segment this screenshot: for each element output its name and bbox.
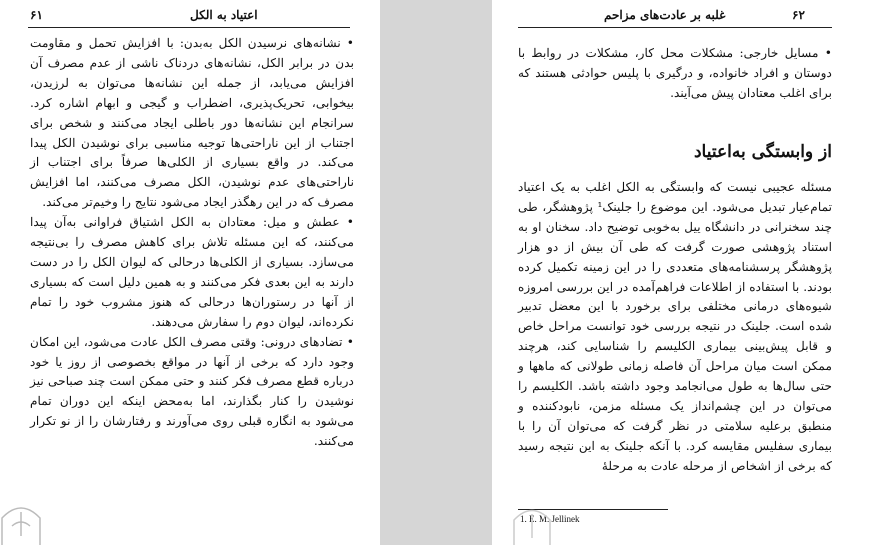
- right-running-title: غلبه بر عادت‌های مزاحم: [604, 8, 726, 22]
- paragraph: • عطش و میل: معتادان به الکل اشتیاق فراوانی به‌آن پیدا می‌کنند، که این مسئله تلاش برای کاهش مصرف را بی‌نتیجه می‌سازد. بسیاری از الکلی‌ها درحالی که لیوان الکل را در دست دارند به این بعدی فکر می‌کنند و به همین دلیل است که بسیاری از آنها در رستوران‌ها درحالی که هنوز مشروب خود را تمام نکرده‌اند، لیوان دوم را سفارش می‌دهند.: [30, 215, 354, 329]
- library-stamp-icon: [512, 500, 552, 545]
- right-body-text: مسئله عجیبی نیست که وابستگی به الکل اغلب به یک اعتیاد تمام‌عیار تبدیل می‌شود. این موضوع را جلینک¹ پژوهشگر، طی چند سخنرانی در دانشگاه ییل به‌خوبی توضیح داد. سخنان او به استناد پژوهشی صورت گرفت که طی آن بیش از دو هزار پژوهشگر پرسشنامه‌های متعددی را در این زمینه تکمیل کرده بودند. با استفاده از اطلاعات فراهم‌آمده در این بررسی امروزه شیوه‌های درمانی مختلفی برای برخورد با این معضل تدبیر شده است. جلینک در نتیجه بررسی خود توانست مراحل خاص و قابل پیش‌بینی بیماری الکلیسم را شناسایی کند، هرچند ممکن است میان مراحل آن فاصله زمانی طولانی که ماهها و حتی سال‌ها به طول می‌انجامد وجود داشته باشد. الکلیسم را می‌توان در این چشم‌انداز یک مسئله مزمن، نابودکننده و منطبق برعلیه سلامتی در نظر گرفت که می‌توان آن را با بیماری سفلیس مقایسه کرد. با آنکه جلینک به این نتیجه رسید که برخی از اشخاص از مرحله عادت به مرحلهٔ: [518, 180, 833, 473]
- left-header-rule: [28, 27, 350, 28]
- right-page-number: ۶۲: [792, 8, 805, 22]
- left-body-text: [30, 34, 354, 452]
- footnote: 1. E. M. Jellinek: [520, 514, 580, 524]
- left-page-number: ۶۱: [30, 8, 43, 22]
- right-page: [492, 0, 886, 545]
- library-stamp-icon: [0, 496, 42, 545]
- section-heading: از وابستگی به‌اعتیاد: [693, 142, 832, 162]
- left-running-title: اعتیاد به الکل: [190, 8, 258, 22]
- paragraph: • نشانه‌های نرسیدن الکل به‌بدن: با افزایش تحمل و مقاومت بدن در برابر الکل، نشانه‌های دردناک ناشی از عدم مصرف آن افزایش می‌یابد، از جمله این نشانه‌ها می‌توان به لرزیدن، بیخوابی، تحریک‌پذیری، اضطراب و گیجی و ابهام اشاره کرد. سرانجام این نشانه‌ها دور باطلی ایجاد می‌کنند و شخص برای اجتناب از این ناراحتی‌ها توجیه مناسبی برای نوشیدن الکل پیدا می‌کند. در واقع بسیاری از الکلی‌ها صرفاً برای اجتناب از ناراحتی‌های عدم نوشیدن، الکل مصرف می‌کنند، اما افزایش مصرف که در این رهگذر ایجاد می‌شود نتایج را وخیم‌تر می‌کند.: [30, 36, 354, 210]
- right-intro-text: • مسایل خارجی: مشکلات محل کار، مشکلات در روابط با دوستان و افراد خانواده، و درگیری با پلیس حوادثی هستند که برای اغلب معتادان پیش می‌آیند.: [518, 46, 832, 100]
- paragraph: • تضادهای درونی: وقتی مصرف الکل عادت می‌شود، این امکان وجود دارد که برخی از آنها در مواقع بخصوصی از روز یا خود درباره قطع مصرف فکر کنند و حتی ممکن است چند صباحی نیز نوشیدن را کنار بگذارند، اما به‌محض اینکه این دوران تمام می‌شود به انگاره قبلی روی می‌آورند و رفتارشان را از نو تکرار می‌کنند.: [30, 334, 354, 449]
- right-header-rule: [518, 27, 832, 28]
- left-page: [0, 0, 380, 545]
- book-gutter: [380, 0, 492, 545]
